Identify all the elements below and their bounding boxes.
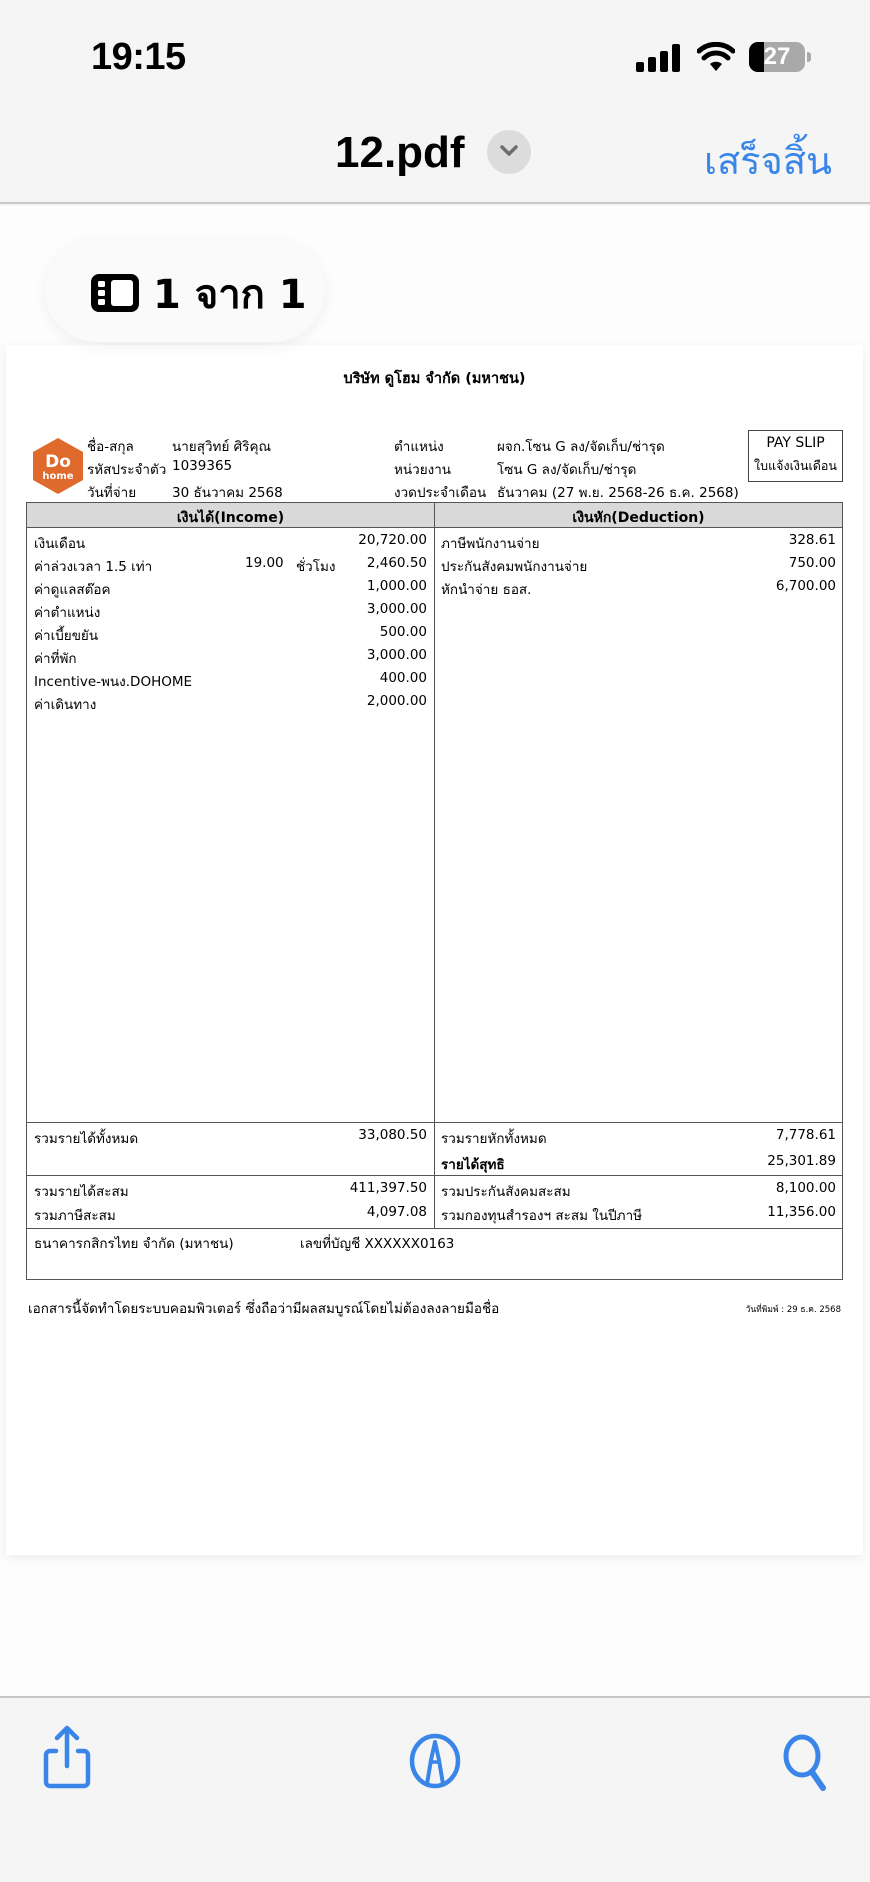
bank-row: [34, 1232, 834, 1255]
bottom-toolbar: [0, 1696, 870, 1882]
battery-tip: [807, 52, 811, 62]
battery-icon: [749, 42, 805, 72]
bank-name: ธนาคารกสิกรไทย จำกัด (มหาชน): [34, 1236, 234, 1252]
deduction-label: หักนำจ่าย ธอส.: [441, 582, 532, 598]
page-indicator[interactable]: [45, 238, 325, 342]
income-row: [34, 578, 427, 601]
pay-date-value: 30 ธันวาคม 2568: [172, 485, 283, 501]
total-income-row: [34, 1127, 427, 1150]
income-row: [34, 693, 427, 716]
net-income-row: [441, 1153, 836, 1176]
department-value: โซน G ลง/จัดเก็บ/ช่ารุด: [497, 462, 637, 478]
status-bar: [0, 0, 870, 110]
deduction-label: ประกันสังคมพนักงานจ่าย: [441, 559, 588, 575]
accumulated-divider: [27, 1175, 842, 1176]
logo-text-home: home: [42, 471, 74, 482]
income-amount: 2,460.50: [366, 555, 427, 571]
share-button[interactable]: [32, 1722, 102, 1792]
bank-section: [27, 1228, 842, 1279]
total-deduction-label: รวมรายหักทั้งหมด: [441, 1131, 547, 1147]
clock: 19:15: [91, 36, 186, 78]
pay-period-label: งวดประจำเดือน: [394, 485, 487, 501]
income-ytd-amount: 411,397.50: [349, 1180, 427, 1196]
pdf-page: [6, 345, 863, 1555]
income-header: เงินได้(Income): [176, 510, 285, 526]
income-label: ค่าล่วงเวลา 1.5 เท่า: [34, 559, 153, 575]
total-income-label: รวมรายได้ทั้งหมด: [34, 1131, 139, 1147]
income-label: ค่าเบี้ยขยัน: [34, 628, 99, 644]
page-count-label: 1 จาก 1: [153, 272, 307, 318]
position-label: ตำแหน่ง: [394, 439, 444, 455]
social-security-ytd-row: [441, 1180, 836, 1203]
income-amount: 1,000.00: [366, 578, 427, 594]
logo-text-do: Do: [45, 452, 71, 472]
payslip-subtitle: ใบแจ้งเงินเดือน: [754, 458, 837, 473]
name-value: นายสุวิทย์ ศิริคุณ: [172, 439, 272, 455]
column-divider: [434, 503, 435, 1279]
company-name: บริษัท ดูโฮม จำกัด (มหาชน): [343, 371, 526, 387]
income-qty: 19.00: [245, 555, 284, 571]
net-income-label: รายได้สุทธิ: [441, 1157, 505, 1173]
income-amount: 3,000.00: [366, 647, 427, 663]
deduction-amount: 328.61: [788, 532, 836, 548]
income-unit: ชั่วโมง: [296, 559, 336, 575]
income-row: [34, 670, 427, 693]
income-row: [34, 601, 427, 624]
share-icon: [32, 1722, 102, 1792]
tax-ytd-row: [34, 1204, 427, 1227]
income-ytd-row: [34, 1180, 427, 1203]
deduction-label: ภาษีพนักงานจ่าย: [441, 536, 540, 552]
footer-note: เอกสารนี้จัดทำโดยระบบคอมพิวเตอร์ ซึ่งถือว่ามีผลสมบูรณ์โดยไม่ต้องลงลายมือชื่อ: [28, 1301, 500, 1317]
position-value: ผจก.โซน G ลง/จัดเก็บ/ช่ารุด: [497, 439, 665, 455]
battery-level: 27: [763, 43, 791, 70]
done-button[interactable]: เสร็จสิ้น: [703, 139, 832, 183]
search-button[interactable]: [770, 1722, 840, 1792]
deduction-row: [441, 555, 836, 578]
provident-fund-ytd-label: รวมกองทุนสำรองฯ สะสม ในปีภาษี: [441, 1208, 643, 1224]
income-row: [34, 532, 427, 555]
income-amount: 400.00: [379, 670, 427, 686]
income-row: [34, 647, 427, 670]
employee-id-label: รหัสประจำตัว: [87, 462, 167, 478]
income-label: ค่าดูแลสต๊อค: [34, 582, 111, 598]
signal-icon: [636, 44, 680, 72]
sidebar-thumbnails-icon: [89, 272, 141, 314]
print-date: วันที่พิมพ์ : 29 ธ.ค. 2568: [745, 1305, 841, 1315]
income-label: ค่าที่พัก: [34, 651, 77, 667]
tax-ytd-amount: 4,097.08: [366, 1204, 427, 1220]
deduction-header: เงินหัก(Deduction): [572, 510, 705, 526]
department-label: หน่วยงาน: [394, 462, 452, 478]
deduction-row: [441, 578, 836, 601]
payslip-table: [26, 502, 843, 1280]
income-label: ค่าเดินทาง: [34, 697, 97, 713]
income-ytd-label: รวมรายได้สะสม: [34, 1184, 129, 1200]
income-row: [34, 624, 427, 647]
home-indicator-area: [0, 1802, 870, 1882]
chevron-down-icon: [499, 144, 519, 158]
wifi-icon: [697, 42, 735, 72]
deduction-row: [441, 532, 836, 555]
income-amount: 3,000.00: [366, 601, 427, 617]
dohome-logo: [32, 437, 84, 495]
name-label: ชื่อ-สกุล: [87, 439, 134, 455]
income-label: Incentive-พนง.DOHOME: [34, 674, 193, 690]
total-income-amount: 33,080.50: [358, 1127, 427, 1143]
income-label: เงินเดือน: [34, 536, 86, 552]
income-amount: 2,000.00: [366, 693, 427, 709]
provident-fund-ytd-amount: 11,356.00: [767, 1204, 836, 1220]
title-menu-button[interactable]: [487, 130, 531, 174]
provident-fund-ytd-row: [441, 1204, 836, 1227]
markup-button[interactable]: [400, 1722, 470, 1792]
search-icon: [770, 1722, 840, 1792]
payslip-title: PAY SLIP: [766, 435, 825, 451]
employee-id-value: 1039365: [172, 458, 233, 474]
payslip-badge: [748, 430, 843, 482]
document-title[interactable]: 12.pdf: [335, 128, 465, 177]
bank-account: เลขที่บัญชี XXXXXX0163: [300, 1236, 455, 1252]
markup-pen-icon: [400, 1722, 470, 1792]
income-label: ค่าตำแหน่ง: [34, 605, 101, 621]
pdf-viewer[interactable]: [0, 206, 870, 1696]
income-row: [34, 555, 427, 578]
totals-divider: [27, 1122, 842, 1123]
social-security-ytd-label: รวมประกันสังคมสะสม: [441, 1184, 571, 1200]
deduction-amount: 750.00: [788, 555, 836, 571]
deduction-amount: 6,700.00: [775, 578, 836, 594]
net-income-amount: 25,301.89: [767, 1153, 836, 1169]
social-security-ytd-amount: 8,100.00: [775, 1180, 836, 1196]
pay-period-value: ธันวาคม (27 พ.ย. 2568-26 ธ.ค. 2568): [497, 485, 739, 501]
navigation-bar: [0, 110, 870, 204]
total-deduction-amount: 7,778.61: [775, 1127, 836, 1143]
income-amount: 20,720.00: [358, 532, 427, 548]
pay-date-label: วันที่จ่าย: [87, 485, 137, 501]
income-amount: 500.00: [379, 624, 427, 640]
tax-ytd-label: รวมภาษีสะสม: [34, 1208, 116, 1224]
total-deduction-row: [441, 1127, 836, 1150]
